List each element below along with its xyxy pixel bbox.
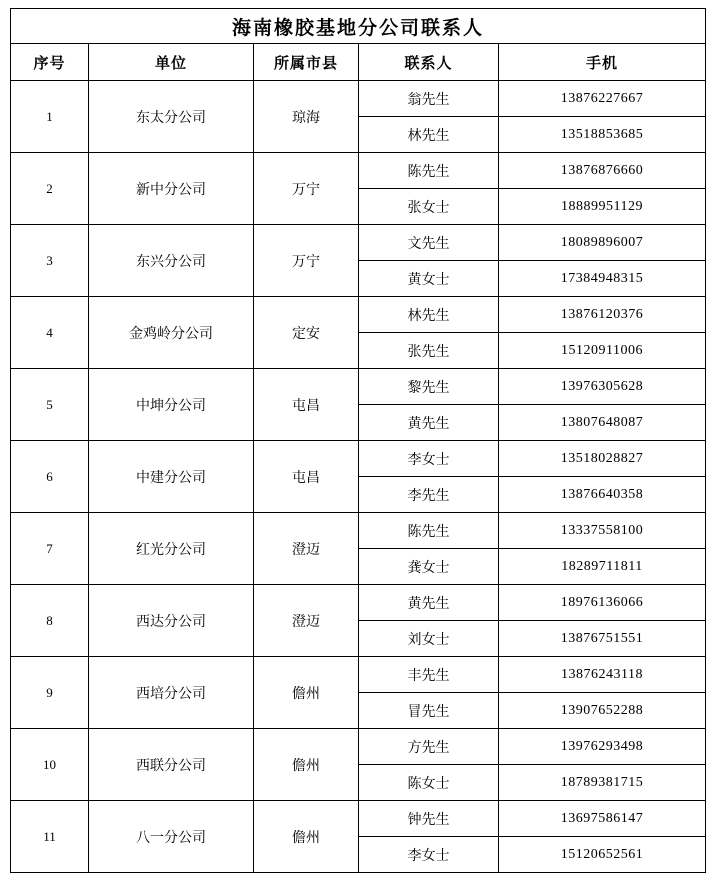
row-index: 1 bbox=[11, 81, 89, 153]
contact-phone: 13518028827 bbox=[499, 441, 706, 477]
contact-phone: 13876243118 bbox=[499, 657, 706, 693]
contact-phone: 13876876660 bbox=[499, 153, 706, 189]
title-row bbox=[11, 9, 706, 44]
contact-person: 文先生 bbox=[359, 225, 499, 261]
column-header-0: 序号 bbox=[11, 44, 89, 81]
document-title: 海南橡胶基地分公司联系人 bbox=[11, 9, 706, 44]
contact-person: 林先生 bbox=[359, 297, 499, 333]
contact-person: 方先生 bbox=[359, 729, 499, 765]
contact-phone: 13518853685 bbox=[499, 117, 706, 153]
contact-person: 黎先生 bbox=[359, 369, 499, 405]
row-city: 屯昌 bbox=[254, 369, 359, 441]
row-index: 4 bbox=[11, 297, 89, 369]
row-unit: 西培分公司 bbox=[89, 657, 254, 729]
contact-person: 林先生 bbox=[359, 117, 499, 153]
contact-phone: 18976136066 bbox=[499, 585, 706, 621]
row-index: 10 bbox=[11, 729, 89, 801]
row-index: 2 bbox=[11, 153, 89, 225]
contact-phone: 13907652288 bbox=[499, 693, 706, 729]
contact-person: 翁先生 bbox=[359, 81, 499, 117]
contact-phone: 13976305628 bbox=[499, 369, 706, 405]
contact-person: 李女士 bbox=[359, 837, 499, 873]
contact-person: 黄先生 bbox=[359, 585, 499, 621]
contact-phone: 13876227667 bbox=[499, 81, 706, 117]
contact-phone: 18289711811 bbox=[499, 549, 706, 585]
row-city: 儋州 bbox=[254, 657, 359, 729]
contact-person: 黄女士 bbox=[359, 261, 499, 297]
row-unit: 西达分公司 bbox=[89, 585, 254, 657]
contact-phone: 13976293498 bbox=[499, 729, 706, 765]
row-unit: 中建分公司 bbox=[89, 441, 254, 513]
contact-person: 冒先生 bbox=[359, 693, 499, 729]
row-unit: 东兴分公司 bbox=[89, 225, 254, 297]
contact-person: 丰先生 bbox=[359, 657, 499, 693]
row-city: 屯昌 bbox=[254, 441, 359, 513]
contact-person: 陈先生 bbox=[359, 153, 499, 189]
contact-phone: 13876751551 bbox=[499, 621, 706, 657]
row-unit: 金鸡岭分公司 bbox=[89, 297, 254, 369]
contact-table bbox=[10, 8, 706, 873]
row-city: 万宁 bbox=[254, 153, 359, 225]
table-row bbox=[11, 729, 706, 765]
column-header-3: 联系人 bbox=[359, 44, 499, 81]
row-city: 万宁 bbox=[254, 225, 359, 297]
contact-phone: 15120911006 bbox=[499, 333, 706, 369]
column-header-2: 所属市县 bbox=[254, 44, 359, 81]
row-unit: 红光分公司 bbox=[89, 513, 254, 585]
row-index: 8 bbox=[11, 585, 89, 657]
table-row bbox=[11, 225, 706, 261]
table-row bbox=[11, 513, 706, 549]
row-unit: 中坤分公司 bbox=[89, 369, 254, 441]
row-city: 澄迈 bbox=[254, 585, 359, 657]
row-index: 3 bbox=[11, 225, 89, 297]
contact-phone: 13876120376 bbox=[499, 297, 706, 333]
contact-phone: 18089896007 bbox=[499, 225, 706, 261]
contact-person: 李女士 bbox=[359, 441, 499, 477]
row-city: 定安 bbox=[254, 297, 359, 369]
row-index: 5 bbox=[11, 369, 89, 441]
contact-person: 刘女士 bbox=[359, 621, 499, 657]
row-unit: 新中分公司 bbox=[89, 153, 254, 225]
column-header-4: 手机 bbox=[499, 44, 706, 81]
header-row bbox=[11, 44, 706, 81]
row-index: 11 bbox=[11, 801, 89, 873]
table-row bbox=[11, 801, 706, 837]
contact-phone: 13697586147 bbox=[499, 801, 706, 837]
contact-phone: 13876640358 bbox=[499, 477, 706, 513]
column-header-1: 单位 bbox=[89, 44, 254, 81]
contact-person: 张先生 bbox=[359, 333, 499, 369]
contact-phone: 17384948315 bbox=[499, 261, 706, 297]
contact-phone: 13337558100 bbox=[499, 513, 706, 549]
table-row bbox=[11, 153, 706, 189]
row-unit: 东太分公司 bbox=[89, 81, 254, 153]
contact-person: 陈先生 bbox=[359, 513, 499, 549]
row-index: 6 bbox=[11, 441, 89, 513]
table-row bbox=[11, 585, 706, 621]
contact-person: 钟先生 bbox=[359, 801, 499, 837]
table-row bbox=[11, 657, 706, 693]
contact-phone: 13807648087 bbox=[499, 405, 706, 441]
table-row bbox=[11, 297, 706, 333]
row-unit: 八一分公司 bbox=[89, 801, 254, 873]
row-city: 琼海 bbox=[254, 81, 359, 153]
row-index: 7 bbox=[11, 513, 89, 585]
table-row bbox=[11, 441, 706, 477]
row-unit: 西联分公司 bbox=[89, 729, 254, 801]
contact-person: 李先生 bbox=[359, 477, 499, 513]
row-index: 9 bbox=[11, 657, 89, 729]
table-row bbox=[11, 369, 706, 405]
row-city: 澄迈 bbox=[254, 513, 359, 585]
contact-phone: 18789381715 bbox=[499, 765, 706, 801]
contact-person: 黄先生 bbox=[359, 405, 499, 441]
table-row bbox=[11, 81, 706, 117]
contact-phone: 18889951129 bbox=[499, 189, 706, 225]
contact-person: 张女士 bbox=[359, 189, 499, 225]
row-city: 儋州 bbox=[254, 729, 359, 801]
contact-phone: 15120652561 bbox=[499, 837, 706, 873]
contact-person: 陈女士 bbox=[359, 765, 499, 801]
contact-person: 龚女士 bbox=[359, 549, 499, 585]
row-city: 儋州 bbox=[254, 801, 359, 873]
